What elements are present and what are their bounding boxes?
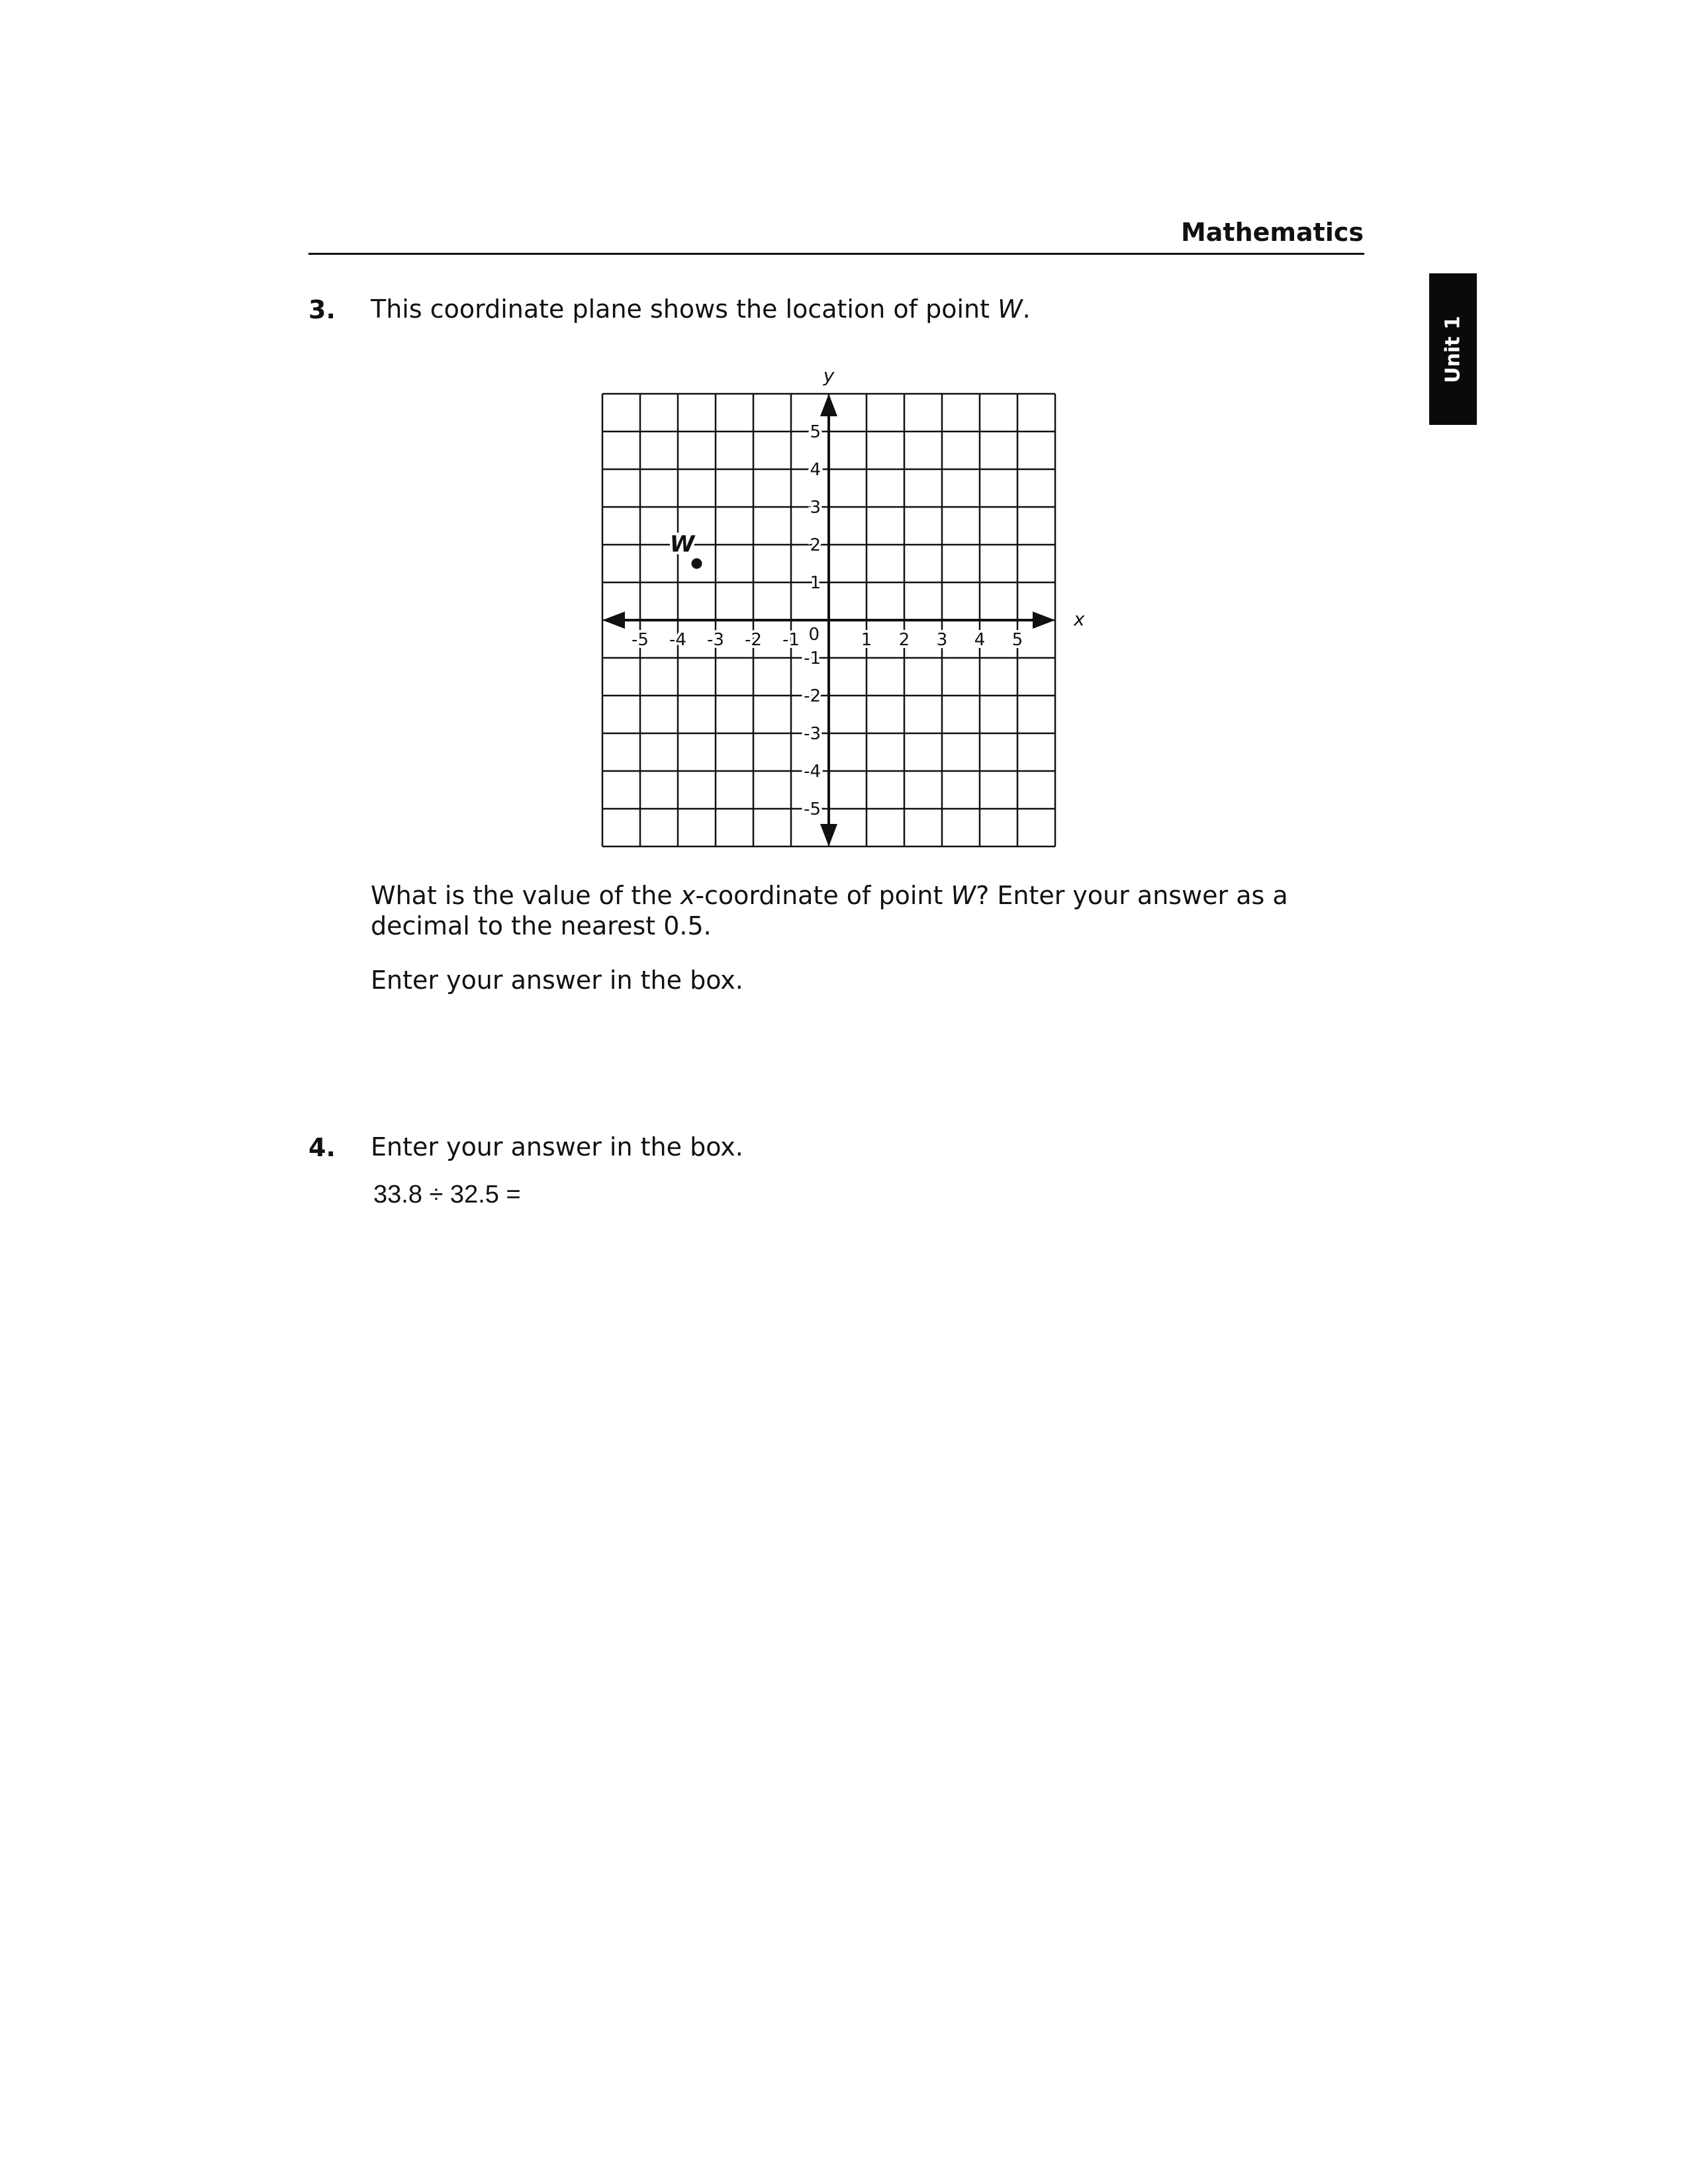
origin-label: 0	[808, 625, 820, 645]
x-tick-label: 1	[861, 630, 872, 650]
question-3-prompt-line-1	[371, 880, 1288, 911]
prompt-variable: x	[680, 881, 696, 910]
prompt-text-b: -coordinate of point	[695, 881, 951, 910]
y-tick-label: -4	[804, 762, 821, 782]
y-tick-label: -3	[804, 724, 821, 744]
x-tick-label: -1	[782, 630, 800, 650]
y-tick-label: -2	[804, 686, 821, 706]
y-tick-label: 2	[810, 535, 821, 555]
point-w-label: W	[669, 531, 695, 558]
x-tick-label: 3	[936, 630, 948, 650]
x-axis-label: x	[1074, 608, 1085, 630]
prompt-text-a: What is the value of the	[371, 881, 680, 910]
y-axis-arrow-up	[820, 394, 837, 416]
point-w	[692, 559, 702, 569]
subject-title: Mathematics	[1180, 218, 1364, 247]
x-tick-label: -3	[707, 630, 724, 650]
y-tick-label: -5	[804, 799, 821, 819]
header-rule	[308, 253, 1364, 255]
question-4-number: 4.	[308, 1133, 336, 1162]
question-3-intro-point: W	[998, 295, 1023, 324]
x-tick-label: 4	[974, 630, 986, 650]
x-tick-label: 5	[1011, 630, 1023, 650]
x-tick-label: -2	[745, 630, 762, 650]
question-3-instruction: Enter your answer in the box.	[371, 966, 743, 995]
prompt-text-c: ? Enter your answer as a	[976, 881, 1288, 910]
y-tick-label: -1	[804, 649, 821, 668]
question-3-intro-text: This coordinate plane shows the location of point	[371, 295, 998, 324]
y-tick-label: 3	[810, 498, 821, 518]
unit-tab-label: Unit 1	[1441, 315, 1465, 383]
x-tick-label: 2	[898, 630, 910, 650]
y-tick-label: 4	[810, 460, 821, 480]
y-tick-label: 1	[810, 573, 821, 593]
x-tick-label: -5	[632, 630, 649, 650]
prompt-point: W	[951, 881, 976, 910]
question-3-number: 3.	[308, 295, 336, 324]
question-3-prompt-line-2: decimal to the nearest 0.5.	[371, 911, 712, 940]
unit-tab	[1429, 273, 1477, 425]
x-axis-arrow-left	[602, 612, 625, 629]
question-4-expression: 33.8 ÷ 32.5 =	[373, 1181, 521, 1208]
y-axis-label: y	[823, 365, 835, 387]
question-3-prompt	[371, 880, 1288, 941]
y-axis-arrow-down	[820, 824, 837, 846]
x-axis-arrow-right	[1033, 612, 1055, 629]
coordinate-plane	[596, 357, 1099, 860]
question-4-instruction: Enter your answer in the box.	[371, 1132, 743, 1161]
question-3-intro	[371, 294, 1031, 324]
question-3-intro-end: .	[1022, 295, 1031, 324]
x-tick-label: -4	[669, 630, 686, 650]
y-tick-label: 5	[810, 422, 821, 442]
